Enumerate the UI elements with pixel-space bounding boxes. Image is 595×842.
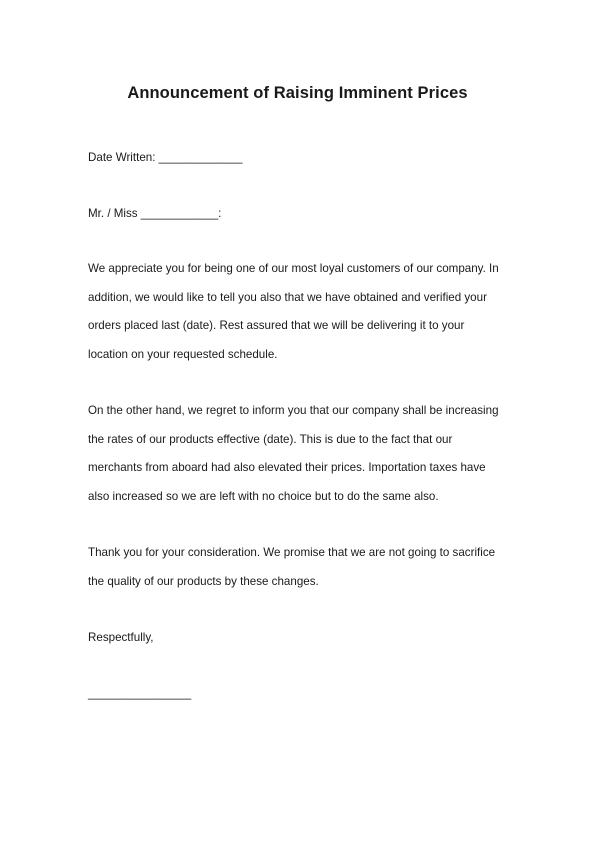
paragraph-1-line-3: orders placed last (date). Rest assured that we will be delivering it to your <box>88 319 465 332</box>
paragraph-1-line-2: addition, we would like to tell you also that we have obtained and verified your <box>88 290 487 304</box>
paragraph-3-line-1: Thank you for your consideration. We promise that we are not going to sacrifice <box>88 546 496 559</box>
paragraph-2-line-4: also increased so we are left with no choice but to do the same also. <box>88 489 439 503</box>
date-written-line: Date Written: _____________ <box>88 151 243 164</box>
paragraph-3-line-2: the quality of our products by these changes. <box>88 574 319 588</box>
signature-line: ________________ <box>88 687 192 700</box>
paragraph-1-line-4: location on your requested schedule. <box>88 347 278 361</box>
paragraph-1-line-1: We appreciate you for being one of our most loyal customers of our company. In <box>88 262 499 275</box>
paragraph-3 <box>88 539 518 596</box>
salutation-line: Mr. / Miss ____________: <box>88 207 222 220</box>
paragraph-2-line-2: the rates of our products effective (date). This is due to the fact that our <box>88 432 453 446</box>
closing-line: Respectfully, <box>88 631 154 644</box>
paragraph-2-line-1: On the other hand, we regret to inform you that our company shall be increasing <box>88 404 499 417</box>
document-title: Announcement of Raising Imminent Prices <box>127 84 468 102</box>
paragraph-2-line-3: merchants from aboard had also elevated their prices. Importation taxes have <box>88 461 486 474</box>
paragraph-1 <box>88 255 518 369</box>
paragraph-2 <box>88 397 518 511</box>
